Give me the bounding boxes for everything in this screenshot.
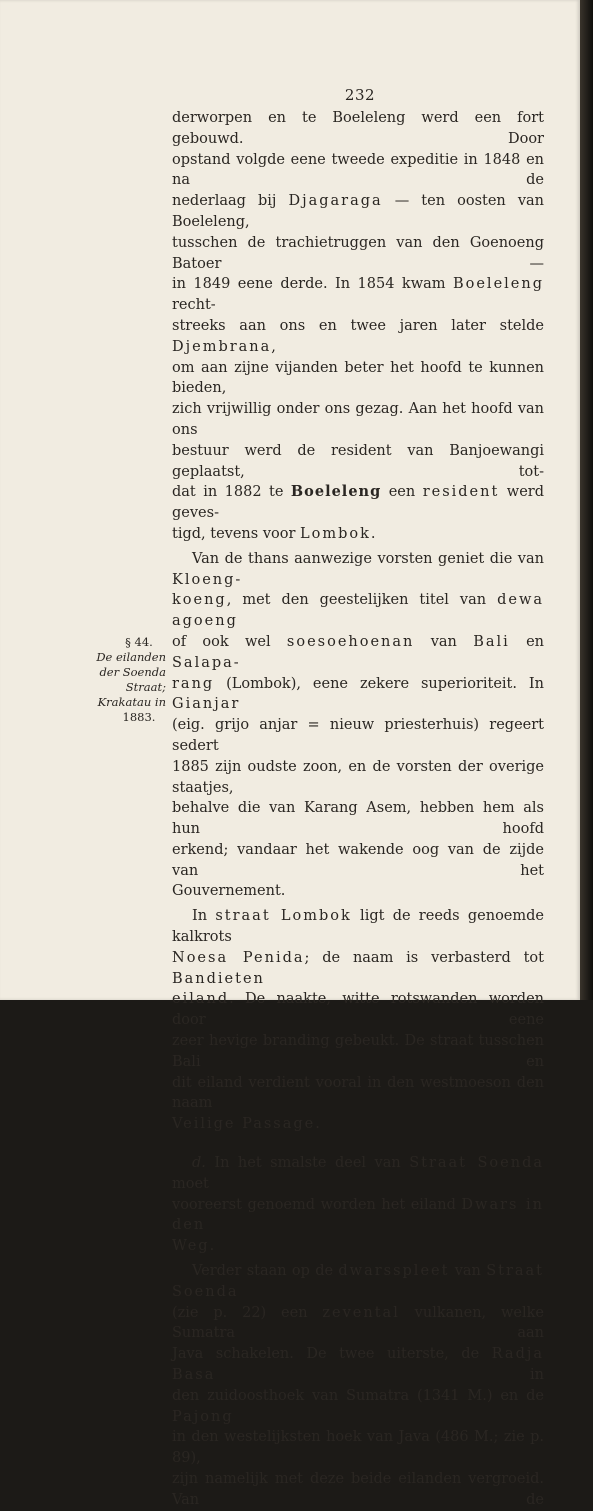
text-span: nederlaag bij xyxy=(172,193,289,210)
text-span: ; de naam is verbasterd tot xyxy=(304,949,544,966)
spaced-term: zevental xyxy=(322,1304,400,1321)
text-span: van xyxy=(414,633,474,650)
text-line xyxy=(172,524,544,545)
text-line xyxy=(172,549,544,591)
text-span: Gouvernement. xyxy=(172,883,286,900)
margin-note xyxy=(96,635,166,725)
text-span: ligt de reeds genoemde kalkrots xyxy=(172,908,544,946)
text-line xyxy=(172,358,544,400)
spaced-term: Noesa Penida xyxy=(172,949,305,966)
text-span: zich vrijwillig onder ons gezag. Aan het hoofd van ons xyxy=(172,401,544,438)
text-line xyxy=(172,233,544,275)
page-number: 232 xyxy=(344,86,376,104)
text-line xyxy=(172,1195,544,1237)
spaced-term: Bali xyxy=(473,633,510,650)
text-line xyxy=(172,840,544,882)
margin-line: der Soenda xyxy=(99,665,166,679)
spaced-term: Straat Soenda xyxy=(409,1155,545,1172)
text-span: zijn namelijk met deze beide eilanden vergroeid. Van de xyxy=(172,1471,544,1508)
text-line xyxy=(172,1236,544,1257)
spaced-term: Dwars in den xyxy=(172,1196,544,1234)
text-line xyxy=(172,191,544,233)
text-span: In het smalste deel van xyxy=(205,1155,410,1172)
text-span: of ook wel xyxy=(172,633,287,650)
text-line xyxy=(172,1153,544,1195)
bold-term: Boeleleng xyxy=(290,483,382,501)
text-span: in den westelijksten hoek van Java (486 M.; zie p. 89), xyxy=(172,1429,544,1467)
margin-section: § 44. xyxy=(125,635,153,649)
text-span: den zuidoosthoek van Sumatra (1341 M.) en de xyxy=(172,1387,544,1404)
text-line xyxy=(172,881,544,902)
text-line xyxy=(172,1303,544,1345)
text-line xyxy=(172,798,544,840)
text-span: dat in 1882 te xyxy=(172,484,291,501)
text-span: Van de thans aanwezige vorsten geniet die van xyxy=(192,550,544,567)
spaced-term: Bandieten xyxy=(172,970,265,987)
text-line xyxy=(172,274,544,316)
text-span: erkend; vandaar het wakende oog van de zijde van het xyxy=(172,841,544,879)
margin-line: Straat; xyxy=(125,680,166,694)
body-text xyxy=(172,108,544,1511)
text-span: , met den geestelijken titel van xyxy=(226,592,498,609)
text-span: streeks aan ons en twee jaren later stelde xyxy=(172,317,544,334)
spaced-term: Weg. xyxy=(172,1238,217,1255)
text-span: een xyxy=(381,484,423,501)
spaced-term: Boeleleng xyxy=(452,276,544,293)
text-span: zeer hevige branding gebeukt. De straat tusschen Bali en xyxy=(172,1033,544,1070)
text-line xyxy=(172,1114,544,1135)
text-span: . De naakte, witte rotswanden worden door eene xyxy=(172,991,544,1029)
spaced-term: koeng xyxy=(172,592,227,609)
text-span: recht- xyxy=(172,297,216,314)
text-span: dit eiland verdient vooral in den westmoeson den naam xyxy=(172,1074,544,1112)
text-span: tigd, tevens voor xyxy=(172,525,301,542)
margin-line: De eilanden xyxy=(96,650,166,664)
spaced-term: Radja Basa xyxy=(172,1346,544,1384)
text-span: en xyxy=(509,633,544,650)
paragraph xyxy=(172,906,544,1135)
spaced-term: straat Lombok xyxy=(215,908,352,925)
text-span: derworpen en te Boeleleng werd een fort gebouwd. Door xyxy=(172,110,544,147)
text-line xyxy=(172,1386,544,1428)
text-line xyxy=(172,399,544,441)
text-line xyxy=(172,1031,544,1073)
spaced-term: Salapa- xyxy=(172,654,241,671)
text-span: om aan zijne vijanden beter het hoofd te kunnen bieden, xyxy=(172,359,544,397)
spaced-term: dewa agoeng xyxy=(172,592,544,630)
paragraph xyxy=(172,108,544,545)
text-line xyxy=(172,1427,544,1469)
text-line xyxy=(172,1344,544,1386)
text-span: behalve die van Karang Asem, hebben hem als hun hoofd xyxy=(172,800,544,838)
text-span: in 1849 eene derde. In 1854 kwam xyxy=(172,276,453,293)
text-line xyxy=(172,906,544,948)
text-line xyxy=(172,989,544,1031)
paragraph xyxy=(172,1261,544,1511)
text-span: vulkanen, welke Sumatra aan xyxy=(172,1304,544,1342)
text-span: van xyxy=(449,1263,487,1280)
text-span: (eig. grijo anjar = nieuw priesterhuis) regeert sedert xyxy=(172,717,544,754)
text-line xyxy=(172,1073,544,1115)
text-line xyxy=(172,674,544,716)
spaced-term: Veilige Passage. xyxy=(172,1116,322,1133)
paragraph xyxy=(172,549,544,903)
text-line xyxy=(172,1469,544,1511)
text-span: moet xyxy=(172,1175,209,1192)
item-letter: d. xyxy=(192,1155,206,1172)
spaced-term: Lombok. xyxy=(300,525,378,542)
spaced-term: eiland xyxy=(172,991,230,1008)
text-span: vooreerst genoemd worden het eiland xyxy=(172,1196,462,1213)
text-span: opstand volgde eene tweede expeditie in 1848 en na de xyxy=(172,151,544,189)
text-line xyxy=(172,590,544,632)
spaced-term: Kloeng- xyxy=(172,571,243,588)
text-line xyxy=(172,948,544,990)
text-span: tusschen de trachietruggen van den Goenoeng Batoer — xyxy=(172,234,544,272)
text-line xyxy=(172,150,544,192)
page-edge-shadow xyxy=(580,0,593,1000)
spaced-term: Djagaraga xyxy=(288,193,383,210)
text-span: — ten oosten van Boeleleng, xyxy=(172,193,544,230)
spaced-term: Djembrana xyxy=(172,338,272,355)
spaced-term: Gianjar xyxy=(172,696,241,713)
text-span: in xyxy=(215,1367,544,1384)
text-span: Verder staan op de xyxy=(192,1263,339,1280)
text-span: werd geves- xyxy=(172,484,544,522)
spaced-term: Pajong xyxy=(172,1408,234,1425)
text-line xyxy=(172,757,544,799)
text-line xyxy=(172,441,544,483)
text-line xyxy=(172,1261,544,1303)
spaced-term: dwarsspleet xyxy=(338,1263,450,1280)
text-span: Java schakelen. De twee uiterste, de xyxy=(172,1346,492,1363)
text-line: streeks aan ons en twee jaren later stelde Djembrana, xyxy=(172,317,544,355)
paragraph xyxy=(172,1153,544,1257)
margin-year: 1883. xyxy=(122,710,156,724)
text-span: In xyxy=(192,908,216,925)
margin-line: Krakatau in xyxy=(97,695,166,709)
text-span: 1885 zijn oudste zoon, en de vorsten der overige staatjes, xyxy=(172,758,544,796)
spaced-term: resident xyxy=(422,484,500,501)
text-line xyxy=(172,632,544,674)
text-span: bestuur werd de resident van Banjoewangi geplaatst, tot- xyxy=(172,442,544,480)
spaced-term: soesoehoenan xyxy=(286,633,415,650)
text-span: (Lombok), eene zekere superioriteit. In xyxy=(214,675,544,692)
text-line xyxy=(172,715,544,757)
spaced-term: Straat Soenda xyxy=(172,1263,544,1300)
text-line xyxy=(172,108,544,150)
text-span: (zie p. 22) een xyxy=(172,1304,323,1321)
text-line xyxy=(172,482,544,524)
spaced-term: rang xyxy=(172,675,215,692)
